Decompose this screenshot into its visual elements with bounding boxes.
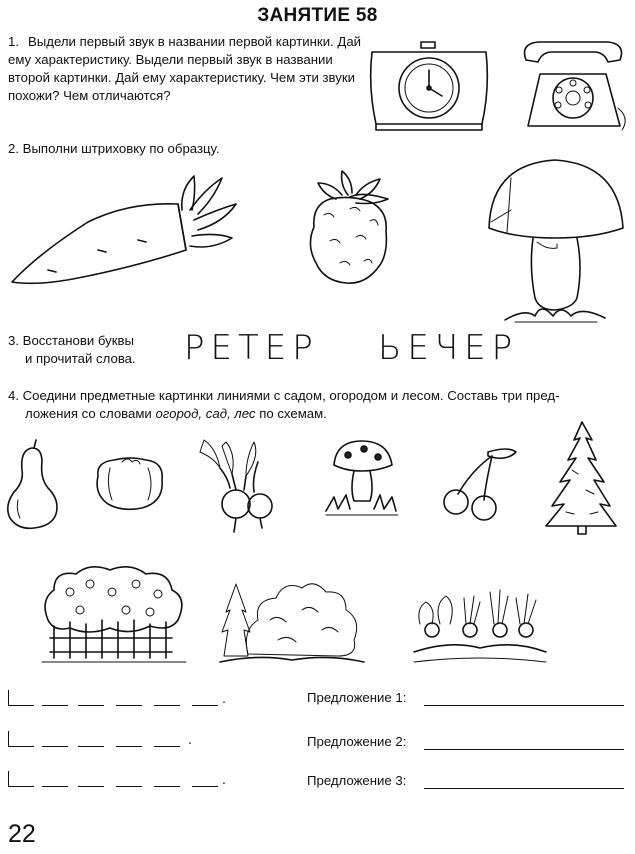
task-3-text — [8, 332, 178, 368]
telephone-icon — [518, 38, 628, 132]
schema-2-dash — [42, 746, 68, 747]
schema-1-capital-mark — [8, 690, 9, 705]
schema-1-dash — [116, 705, 142, 706]
forest-icon — [218, 570, 366, 668]
tomato-icon — [92, 454, 168, 512]
broken-word-2: ЬЕЧЕР — [378, 328, 519, 368]
pear-icon — [4, 440, 62, 530]
schema-1-end: . — [222, 690, 226, 706]
task-3-line-2: и прочитай слова. — [25, 351, 136, 366]
schema-1-dash — [192, 705, 218, 706]
task-4-line-2: ложения со словами огород, сад, лес по схемам. — [25, 406, 327, 421]
task-1-body: Выдели первый звук в названии первой картинки. Дай ему характеристику. Выдели первый звук в названии второй картинки. Дай ему характеристику. Чем эти звуки похожи? Чем отличаются? — [8, 34, 362, 103]
clock-icon — [366, 42, 494, 134]
schema-1-dash — [78, 705, 104, 706]
schema-2-capital-mark — [8, 731, 9, 746]
cherry-icon — [436, 446, 518, 522]
sentence-1-label: Предложение 1: — [307, 690, 407, 705]
broken-word-1: РЕТЕР — [184, 328, 319, 368]
schema-2-dash — [78, 746, 104, 747]
schema-3-end: . — [222, 771, 226, 787]
vegetable-garden-icon — [410, 578, 550, 666]
beet-icon — [196, 438, 278, 534]
fir-tree-icon — [542, 420, 620, 536]
schema-2-end: . — [188, 731, 192, 747]
schema-2-dash — [154, 746, 180, 747]
mushroom-icon — [322, 437, 400, 519]
sentence-1-answer-line — [424, 705, 624, 706]
schema-2-dash — [8, 746, 34, 747]
page-title: ЗАНЯТИЕ 58 — [257, 5, 378, 26]
mushroom-icon — [485, 158, 627, 330]
schema-2-dash — [116, 746, 142, 747]
schema-3-dash — [8, 786, 34, 787]
schema-3-dash — [116, 786, 142, 787]
task-4-text — [8, 387, 628, 423]
task-4-italic-words: огород, сад, лес — [155, 406, 256, 421]
task-4-line-1: 4. Соедини предметные картинки линиями с садом, огородом и лесом. Составь три пред- — [8, 388, 560, 403]
sentence-3-label: Предложение 3: — [307, 773, 407, 788]
sentence-2-answer-line — [424, 749, 624, 750]
schema-3-dash — [78, 786, 104, 787]
task-2-text: 2. Выполни штриховку по образцу. — [8, 141, 220, 156]
page-number: 22 — [8, 820, 36, 848]
sentence-3-answer-line — [424, 788, 624, 789]
raspberry-icon — [300, 165, 400, 290]
schema-3-dash — [154, 786, 180, 787]
schema-1-dash — [8, 705, 34, 706]
task-1-text — [8, 33, 364, 105]
schema-3-dash — [42, 786, 68, 787]
schema-1-dash — [154, 705, 180, 706]
sentence-2-label: Предложение 2: — [307, 734, 407, 749]
task-1-number: 1. — [8, 34, 19, 49]
task-3-line-1: 3. Восстанови буквы — [8, 333, 134, 348]
carrot-icon — [8, 170, 240, 295]
schema-1-dash — [42, 705, 68, 706]
schema-3-capital-mark — [8, 771, 9, 786]
garden-icon — [40, 562, 190, 670]
schema-3-dash — [192, 786, 218, 787]
